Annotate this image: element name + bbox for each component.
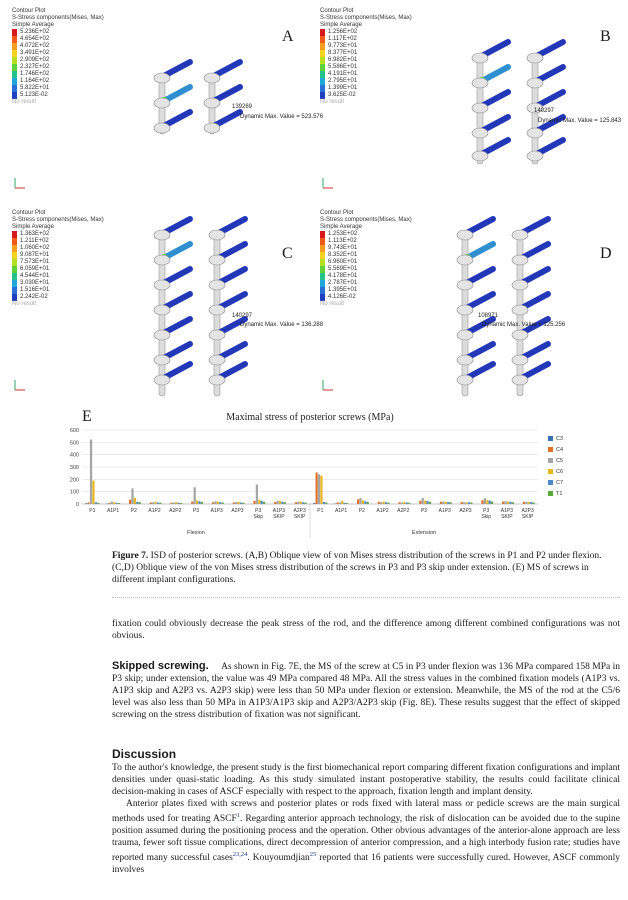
screw-head — [154, 123, 170, 133]
chart-svg — [60, 408, 570, 540]
stress-bar-chart — [60, 408, 570, 540]
y-tick-label: 500 — [69, 440, 79, 447]
bar-c4 — [357, 499, 359, 504]
bar-c6 — [258, 500, 260, 504]
spine-model — [12, 8, 312, 208]
legend-value: 4.072E+02 — [20, 43, 50, 49]
bar-c7 — [261, 501, 263, 504]
legend-value: 5.123E-02 — [20, 92, 48, 98]
bar-c5 — [131, 488, 133, 504]
max-node-id: 108971 — [478, 313, 499, 319]
bar-c4 — [316, 473, 318, 504]
screw-head — [512, 255, 528, 265]
legend-value: 5.586E+01 — [328, 64, 358, 70]
category-label: A1P2 — [376, 508, 389, 514]
category-label: A1P3 — [210, 508, 223, 514]
screw-head — [154, 98, 170, 108]
screw-head — [209, 230, 225, 240]
screw-head — [457, 280, 473, 290]
paragraph-continued: fixation could obviously decrease the peak stress of the rod, and the difference among different combined configurations was not obvious. — [112, 619, 620, 641]
screw-head — [209, 375, 225, 385]
screw-head — [457, 255, 473, 265]
dynamic-max-value: Dynamic Max. Value = 125.843 — [538, 118, 622, 124]
category-label: A2P3 — [459, 508, 472, 514]
panel-letter: C — [282, 245, 293, 262]
bar-c7 — [489, 501, 491, 504]
discussion-p2 — [112, 798, 620, 876]
category-label: A1P2 — [148, 508, 161, 514]
category-label: P3 — [192, 508, 200, 514]
bar-c5 — [484, 498, 486, 504]
bar-c6 — [383, 502, 385, 504]
legend-value: 5.569E+01 — [328, 266, 358, 272]
legend-value: 1.211E+02 — [20, 238, 49, 244]
dynamic-max-value: Dynamic Max. Value = 523.576 — [240, 114, 324, 120]
screw-head — [472, 53, 488, 63]
legend-value: 9.773E+01 — [328, 43, 358, 49]
bar-c4 — [191, 502, 193, 504]
category-label: P1 — [89, 508, 96, 514]
chart-title: Maximal stress of posterior screws (MPa) — [226, 412, 394, 423]
axis-triad — [320, 176, 336, 192]
screw-head — [527, 78, 543, 88]
discussion-p2-c: . Kouyoumdjian — [247, 853, 310, 864]
legend-value: 1.363E+02 — [20, 231, 50, 237]
bar-c5 — [276, 501, 278, 504]
legend-header: S-Stress components(Mises, Max) — [12, 15, 104, 21]
legend-value: 1.164E+02 — [20, 78, 50, 84]
legend-swatch — [548, 447, 553, 452]
skipped-screwing-section — [112, 660, 620, 721]
ref-link[interactable]: 25 — [309, 851, 317, 859]
category-label: Skip — [481, 514, 492, 520]
screw-head — [457, 330, 473, 340]
bar-c6 — [155, 502, 157, 504]
y-tick-label: 300 — [69, 465, 79, 471]
legend-value: 5.236E+02 — [20, 29, 50, 35]
bar-c5 — [422, 498, 424, 504]
legend-label: C7 — [556, 480, 564, 486]
category-label: SKIP — [521, 514, 534, 520]
screw-head — [512, 230, 528, 240]
fem-panel-b — [320, 8, 620, 208]
category-label: A1P3 — [438, 508, 451, 514]
bar-c5 — [318, 474, 320, 504]
bar-c7 — [281, 502, 283, 504]
legend-label: C6 — [556, 469, 564, 475]
legend-label: C3 — [556, 436, 564, 442]
legend-value: 1.113E+02 — [328, 238, 357, 244]
separator — [112, 597, 620, 598]
bar-c5 — [525, 502, 527, 504]
legend-header: S-Stress components(Mises, Max) — [320, 217, 412, 223]
screw-head — [204, 123, 220, 133]
legend-value: 2.795E+01 — [328, 78, 358, 84]
bar-c5 — [256, 485, 258, 504]
screw-head — [472, 128, 488, 138]
category-label: SKIP — [273, 514, 285, 520]
category-label: A2P3 — [521, 508, 534, 514]
bar-c5 — [297, 502, 299, 504]
screw-head — [457, 305, 473, 315]
caption-text: ISD of posterior screws. (A,B) Oblique view of von Mises stress distribution of the screws in P1 and P2 under flexion. (C,D) Oblique view of the von Mises stress distribution of the screws in P3 and P3 skip under extension. (E) MS of screws in different implant configurations. — [112, 551, 602, 585]
bar-c5 — [90, 439, 92, 504]
y-tick-label: 400 — [69, 452, 79, 459]
legend-value: 1.060E+02 — [20, 245, 50, 251]
legend-value: 8.377E+01 — [328, 50, 358, 56]
legend-label: C4 — [556, 447, 564, 453]
screw-head — [154, 355, 170, 365]
bar-c6 — [217, 502, 219, 504]
legend-swatch — [548, 491, 553, 496]
bar-c6 — [279, 501, 281, 504]
legend-header: S-Stress components(Mises, Max) — [320, 15, 412, 21]
legend-value: 6.960E+01 — [328, 259, 358, 265]
legend-no-result: No result — [320, 301, 345, 307]
screw-head — [527, 151, 543, 161]
screw-head — [512, 375, 528, 385]
fem-panel-c — [12, 210, 324, 410]
spine-model — [320, 210, 620, 410]
bar-c4 — [523, 502, 525, 504]
group-label: Extension — [411, 530, 437, 536]
legend-value: 2.787E+01 — [328, 280, 358, 286]
max-node-id: 139269 — [232, 104, 253, 110]
bar-c5 — [214, 501, 216, 504]
bar-c4 — [378, 502, 380, 504]
category-label: A2P2 — [397, 508, 410, 514]
bar-c4 — [129, 500, 131, 504]
legend-header: Contour Plot — [320, 8, 354, 14]
bar-c6 — [300, 502, 302, 504]
max-node-id: 140297 — [232, 313, 253, 319]
legend-value: 1.516E+01 — [20, 287, 50, 293]
axis-triad — [12, 176, 28, 192]
bar-t1 — [263, 502, 265, 504]
category-label: P3 — [483, 508, 490, 514]
bar-c7 — [136, 502, 138, 504]
legend-swatch — [548, 480, 553, 485]
legend-header: Contour Plot — [12, 210, 46, 216]
legend-value: 3.625E-02 — [328, 92, 356, 98]
screw-head — [209, 305, 225, 315]
legend-value: 8.352E+01 — [328, 252, 358, 258]
bar-c6 — [341, 501, 343, 504]
screw-head — [154, 330, 170, 340]
bar-c6 — [424, 501, 426, 504]
legend-value: 1.746E+02 — [20, 71, 50, 77]
screw-head — [527, 128, 543, 138]
axis-triad — [12, 378, 28, 394]
category-label: SKIP — [293, 514, 306, 520]
bar-c7 — [509, 502, 511, 504]
dynamic-max-value: Dynamic Max. Value = 136.288 — [240, 322, 324, 328]
screw-head — [209, 355, 225, 365]
spine-model — [320, 8, 620, 208]
caption-label: Figure 7. — [112, 551, 149, 561]
category-label: Skip — [253, 514, 264, 520]
legend-no-result: No result — [12, 301, 37, 307]
screw-head — [457, 230, 473, 240]
figure-caption — [112, 550, 620, 586]
ref-link[interactable]: 23,24 — [232, 851, 248, 859]
legend-value: 1.256E+02 — [328, 29, 358, 35]
legend-header: Contour Plot — [320, 210, 354, 216]
legend-header: Simple Average — [320, 224, 362, 230]
screw-head — [527, 53, 543, 63]
legend-header: Simple Average — [320, 22, 362, 28]
bar-c5 — [359, 498, 361, 504]
bar-c4 — [253, 501, 255, 504]
screw-head — [512, 305, 528, 315]
screw-head — [204, 98, 220, 108]
legend-value: 6.982E+01 — [328, 57, 358, 63]
bar-c6 — [134, 498, 136, 504]
category-label: P3 — [420, 508, 428, 514]
discussion-p2-b: . Regarding anterior approach technology, the risk of dislocation can be avoided due to the supine position assumed during the positioning process and the operation. Other obvious advantages of the anterior-alone approach are less trauma, fewer soft tissue complications, direct decompression of anterior compression, and a high interbody fusion rate; studies have reported many successful cases — [112, 814, 620, 864]
legend-value: 1.253E+02 — [328, 231, 358, 237]
category-label: A1P3 — [500, 508, 514, 514]
screw-head — [209, 280, 225, 290]
skipped-heading: Skipped screwing. — [112, 660, 209, 672]
screw-head — [209, 255, 225, 265]
legend-value: 3.030E+01 — [20, 280, 50, 286]
category-label: A1P1 — [334, 508, 348, 514]
bar-c4 — [481, 500, 483, 504]
bar-c4 — [440, 502, 442, 504]
max-node-id: 140297 — [534, 108, 555, 114]
screw-head — [457, 375, 473, 385]
fem-panel-a — [12, 8, 324, 208]
bar-t1 — [429, 502, 431, 504]
panel-letter: D — [600, 245, 612, 262]
spine-model — [12, 210, 312, 410]
panel-letter: A — [282, 28, 294, 45]
legend-value: 4.544E+01 — [20, 273, 50, 279]
legend-value: 1.117E+02 — [328, 36, 357, 42]
bar-c6 — [92, 481, 94, 504]
bar-c6 — [320, 476, 322, 504]
category-label: A2P2 — [169, 508, 182, 514]
bar-c6 — [196, 500, 198, 504]
bar-c5 — [111, 502, 113, 504]
legend-swatch — [548, 436, 553, 441]
screw-head — [472, 103, 488, 113]
legend-header: Simple Average — [12, 224, 54, 230]
category-label: P1 — [317, 508, 324, 514]
screw-head — [154, 375, 170, 385]
panel-e-label: E — [82, 408, 92, 425]
screw-head — [209, 330, 225, 340]
legend-value: 4.654E+02 — [20, 36, 50, 42]
bar-c7 — [198, 501, 200, 504]
screw-head — [154, 73, 170, 83]
y-tick-label: 100 — [69, 489, 79, 496]
bar-c5 — [194, 487, 196, 504]
screw-head — [512, 330, 528, 340]
discussion-heading: Discussion — [112, 747, 177, 761]
screw-head — [154, 255, 170, 265]
legend-swatch — [548, 469, 553, 474]
legend-value: 3.491E+02 — [20, 50, 50, 56]
category-label: A2P3 — [293, 508, 306, 514]
legend-value: 5.822E+01 — [20, 85, 50, 91]
category-label: A2P3 — [231, 508, 244, 514]
category-label: A1P3 — [272, 508, 286, 514]
category-label: P2 — [130, 508, 137, 514]
skipped-text: As shown in Fig. 7E, the MS of the screw at C5 in P3 under flexion was 136 MPa compared 158 MPa in P3 skip; under extension, the value was 49 MPa compared 48 MPa. All the stress values in the combined fixation models (A1P3 vs. A1P3 skip and A2P3 vs. A2P3 skip) were less than 50 MPa under flexion or extension. Meanwhile, the MS of the rod at the C5/6 level was also less than 50 MPa in A1P3/A1P3 skip and A2P3/A2P3 skip (Fig. 8E). These results suggest that the effect of skipped screwing on the stress distribution of fixation was not significant. — [112, 662, 620, 720]
screw-head — [154, 230, 170, 240]
legend-value: 2.242E-02 — [20, 294, 48, 300]
axis-triad — [320, 378, 336, 394]
legend-value: 9.087E+01 — [20, 252, 50, 258]
discussion-section — [112, 748, 620, 876]
screw-head — [457, 355, 473, 365]
dynamic-max-value: Dynamic Max. Value = 125.256 — [482, 322, 566, 328]
discussion-p2-d: reported that 16 patients were successfully cured. However, ASCF commonly involves — [112, 853, 621, 876]
screw-head — [154, 280, 170, 290]
category-label: P3 — [255, 508, 262, 514]
bar-c6 — [445, 502, 447, 504]
legend-no-result: No result — [12, 99, 37, 105]
legend-value: 9.743E+01 — [328, 245, 358, 251]
bar-c7 — [426, 501, 428, 504]
screw-head — [204, 73, 220, 83]
legend-header: Contour Plot — [12, 8, 46, 14]
legend-value: 4.191E+01 — [328, 71, 358, 77]
bar-c4 — [419, 501, 421, 504]
legend-value: 4.178E+01 — [328, 273, 358, 279]
y-tick-label: 200 — [69, 477, 79, 484]
bar-c6 — [486, 500, 488, 504]
screw-head — [472, 78, 488, 88]
ref-link[interactable]: 1 — [236, 812, 241, 819]
legend-value: 6.059E+01 — [20, 266, 50, 272]
legend-value: 1.399E+01 — [328, 85, 358, 91]
bar-c6 — [507, 502, 509, 504]
fem-panel-d — [320, 210, 620, 410]
legend-header: Simple Average — [12, 22, 54, 28]
legend-value: 4.126E-02 — [328, 294, 356, 300]
screw-head — [472, 151, 488, 161]
bar-c6 — [362, 500, 364, 504]
screw-head — [512, 355, 528, 365]
legend-no-result: No result — [320, 99, 345, 105]
screw-head — [512, 280, 528, 290]
bar-t1 — [491, 502, 493, 504]
bar-c5 — [442, 502, 444, 504]
bar-c5 — [504, 501, 506, 504]
legend-label: C5 — [556, 458, 564, 464]
legend-value: 2.327E+02 — [20, 64, 50, 70]
group-label: Flexion — [187, 530, 205, 536]
legend-swatch — [548, 458, 553, 463]
category-label: P2 — [358, 508, 365, 514]
legend-value: 2.909E+02 — [20, 57, 50, 63]
bar-c6 — [237, 502, 239, 504]
discussion-p1: To the author's knowledge, the present study is the first biomechanical report comparing different fixation configurations and implant densities under quasi-static loading. As this study simulated instant postoperative stability, the results could facilitate clinical decision-making in cases of ASCF especially with respect to the approach, fixation length and implant density. — [112, 763, 620, 797]
screw-head — [154, 305, 170, 315]
category-label: SKIP — [501, 514, 513, 520]
legend-label: T1 — [556, 491, 563, 497]
y-tick-label: 600 — [69, 428, 79, 434]
legend-value: 1.395E+01 — [328, 287, 358, 293]
discussion-p2-a: Anterior plates fixed with screws and posterior plates or rods fixed with lateral mass or pedicle screws are the main surgical methods used for treating ASCF — [112, 799, 620, 825]
bar-c7 — [364, 501, 366, 504]
y-tick-label: 0 — [75, 502, 79, 508]
legend-value: 7.573E+01 — [20, 259, 50, 265]
panel-letter: B — [600, 28, 611, 45]
bar-c4 — [502, 502, 504, 504]
category-label: A1P1 — [106, 508, 120, 514]
legend-header: S-Stress components(Mises, Max) — [12, 217, 104, 223]
